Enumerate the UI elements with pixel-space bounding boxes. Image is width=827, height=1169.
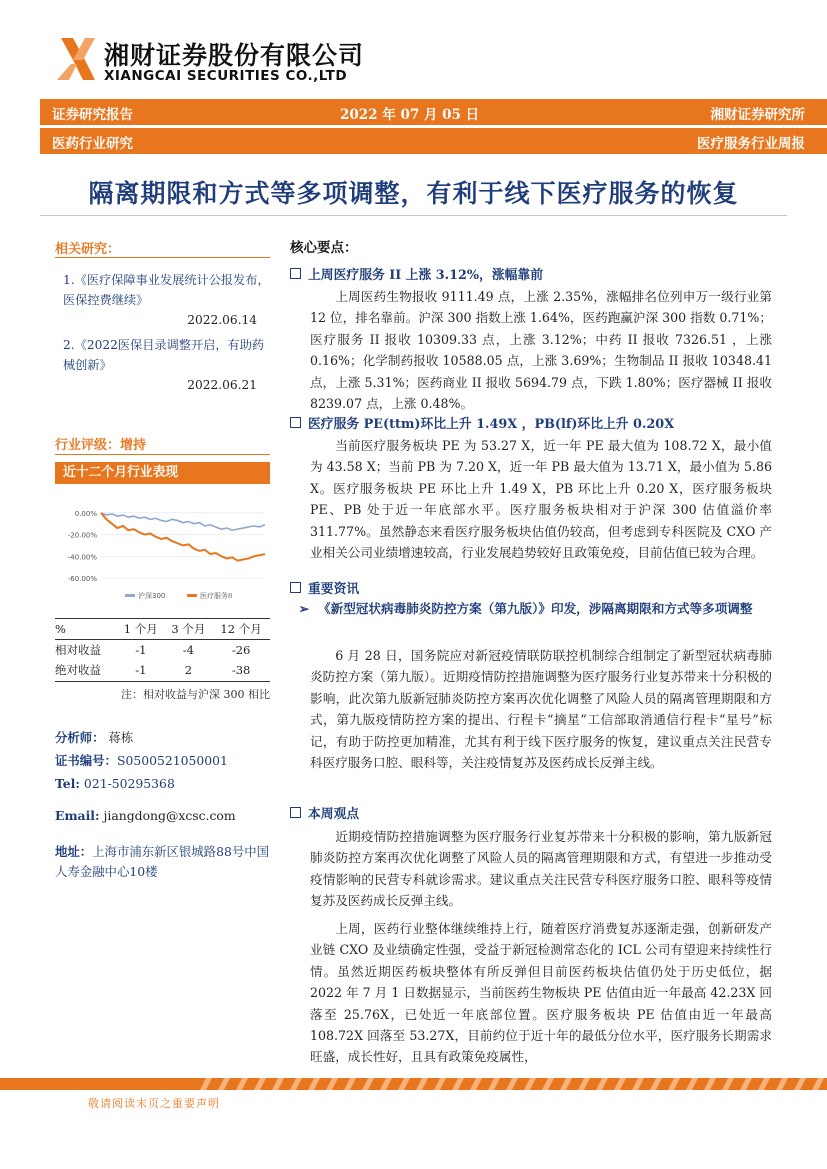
checkbox-bullet-icon [290, 807, 301, 818]
perf-table-note: 注：相对收益与沪深 300 相比 [121, 688, 270, 701]
analyst-label: 分析师： [55, 730, 105, 745]
report-date: 2022 年 07 月 05 日 [340, 107, 480, 123]
section-news [290, 578, 359, 597]
checkbox-bullet-icon [290, 417, 301, 428]
row-label-absolute: 绝对收益 [55, 663, 101, 677]
chart-y-tick-label: 0.00% [74, 509, 97, 518]
chart-legend-label: 医疗服务II [200, 592, 233, 600]
chart-y-tick-label: -20.00% [67, 531, 97, 540]
section-weekly-view [290, 803, 359, 822]
related-item-1-date: 2022.06.14 [187, 313, 257, 327]
chart-y-tick-label: -60.00% [67, 575, 97, 583]
related-divider [55, 257, 270, 258]
absolute-12m: -38 [231, 663, 251, 677]
email-address[interactable]: jiangdong@xcsc.com [103, 808, 236, 823]
report-title: 隔离期限和方式等多项调整，有利于线下医疗服务的恢复 [88, 179, 739, 208]
rating-divider [55, 454, 270, 455]
report-series: 医疗服务行业周报 [697, 136, 805, 152]
related-item-1-text: 1.《医疗保障事业发展统计公报发布，医保控费继续》 [63, 273, 270, 307]
report-type: 证券研究报告 [52, 107, 133, 123]
company-logo [55, 34, 97, 84]
cert-number: S0500521050001 [116, 753, 228, 768]
section-2-body: 当前医疗服务板块 PE 为 53.27 X，近一年 PE 最大值为 108.72 X，最小值为 43.58 X；当前 PB 为 7.20 X，近一年 PB 最大值为 13.71 X，最小值为 5.86 X。医疗服务板块 PE 环比上升 1.49 X，PB 环比上升 0.20 X，医疗服务板块 PE、PB 处于近一年底部水平。医疗服务板块相对于沪深 300 估值溢价率 311.77%。虽然静态来看医疗服务板块估值仍较高，但考虑到专科医院及 CXO 产业相关公司业绩增速较高，行业发展趋势较好且政策免疫，目前估值已较为合理。 [310, 438, 772, 561]
address-label: 地址： [55, 844, 93, 859]
relative-3m: -4 [182, 643, 194, 657]
arrow-bullet-icon: ➢ [298, 601, 310, 616]
analyst-name: 蒋栋 [108, 730, 134, 745]
chart-legend-swatch [125, 594, 135, 597]
relative-1m: -1 [135, 643, 147, 657]
chart-series-line-2 [101, 513, 265, 561]
section-weekly-performance [290, 264, 543, 283]
perf-table-bottom-rule [55, 681, 270, 682]
section-4-title: 本周观点 [308, 807, 360, 822]
address-text: 上海市浦东新区银城路88号中国人寿金融中心10楼 [55, 844, 270, 879]
related-item-2-date: 2022.06.21 [187, 378, 257, 392]
table-row [55, 660, 270, 680]
news-headline[interactable] [290, 598, 774, 619]
performance-table [55, 619, 270, 680]
section-2-title: 医疗服务 PE(ttm)环比上升 1.49X ，PB(lf)环比上升 0.20X [308, 417, 675, 432]
section-4-body-2: 上周，医药行业整体继续维持上行，随着医疗消费复苏逐渐走强，创新研发产业链 CXO 及业绩确定性强，受益于新冠检测常态化的 ICL 公司有望迎来持续性行情。虽然近期医药板块整体有所反弹但目前医药板块估值仍处于历史低位，据 2022 年 7 月 1 日数据显示，当前医药生物板块 PE 估值由近一年最高 42.23X 回落至 25.76X，已处近一年底部位置。医疗服务板块 PE 估值由近一年最高 108.72X 回落至 53.27X，目前约位于近十年的最低分位水平，医疗服务长期需求旺盛，成长性好，且具有政策免疫属性， [310, 921, 772, 1065]
institute-name: 湘财证券研究所 [710, 107, 805, 123]
analyst-block [55, 728, 275, 882]
perf-header-unit: % [55, 622, 66, 636]
table-row [55, 640, 270, 661]
header-bar-top [40, 99, 827, 125]
perf-heading: 近十二个月行业表现 [63, 465, 179, 480]
core-heading: 核心要点： [290, 240, 358, 256]
perf-table-header [55, 619, 270, 640]
perf-header-1m: 1 个月 [123, 622, 158, 636]
performance-chart [55, 490, 270, 610]
company-name-cn: 湘财证券股份有限公司 [104, 41, 365, 70]
perf-header-12m: 12 个月 [220, 622, 262, 636]
news-headline-text: 《新型冠状病毒肺炎防控方案（第九版）》印发，涉隔离期限和方式等多项调整 [318, 601, 753, 616]
logo-mark-icon [55, 34, 97, 84]
cert-label: 证书编号： [55, 753, 117, 768]
related-item-1[interactable] [63, 270, 273, 330]
tel-label: Tel: [55, 776, 80, 791]
related-heading: 相关研究： [55, 242, 121, 257]
footer-stripe [0, 1078, 827, 1090]
section-1-title: 上周医疗服务 II 上涨 3.12%，涨幅靠前 [308, 268, 544, 283]
section-3-body: 6 月 28 日，国务院应对新冠疫情联防联控机制综合组制定了新型冠状病毒肺炎防控方案（第九版）。近期疫情防控措施调整为医疗服务行业复苏带来十分积极的影响，此次第九版新冠肺炎防控方案再次优化调整了风险人员的隔离管理期限和方式，第九版疫情防控方案的提出、行程卡“摘星”工信部取消通信行程卡“星号”标记，有助于防控更加精准，尤其有利于线下医疗服务的恢复，建议重点关注民营专科医疗服务口腔、眼科等，关注疫情复苏及医药成长反弹主线。 [310, 648, 772, 771]
section-4-body-1: 近期疫情防控措施调整为医疗服务行业复苏带来十分积极的影响，第九版新冠肺炎防控方案再次优化调整了风险人员的隔离管理期限和方式，有望进一步推动受疫情影响的民营专科就诊需求。建议重点关注民营专科医疗服务口腔、眼科等疫情复苏及医药成长反弹主线。 [310, 829, 772, 909]
chart-legend-label: 沪深300 [138, 592, 166, 600]
absolute-3m: 2 [184, 663, 193, 677]
industry-rating: 行业评级：增持 [55, 438, 147, 453]
section-1-body: 上周医药生物报收 9111.49 点，上涨 2.35%，涨幅排名位列申万一级行业第 12 位，排名靠前。沪深 300 指数上涨 1.64%，医药跑赢沪深 300 指数 0.71%；医疗服务 II 报收 10309.33 点，上涨 3.12%；中药 II 报收 7326.51 ，上涨 0.16%；化学制药报收 10588.05 点，上涨 3.69%；生物制品 II 报收 10348.41 点，上涨 5.31%；医药商业 II 报收 5694.79 点，下跌 1.80%；医疗器械 II 报收 8239.07 点，上涨 0.48%。 [310, 289, 772, 412]
industry-research: 医药行业研究 [52, 136, 133, 152]
perf-heading-bar [55, 462, 270, 484]
company-name-en: XIANGCAI SECURITIES CO.,LTD [104, 68, 348, 84]
email-label: Email: [55, 808, 100, 823]
perf-header-3m: 3 个月 [171, 622, 206, 636]
checkbox-bullet-icon [290, 268, 301, 279]
section-3-title: 重要资讯 [308, 582, 360, 597]
row-label-relative: 相对收益 [55, 643, 101, 657]
chart-legend-swatch [187, 594, 197, 597]
tel-number: 021-50295368 [83, 776, 175, 791]
related-item-2-text: 2.《2022医保目录调整开启，有助药械创新》 [63, 338, 265, 372]
footer-note: 敬请阅读末页之重要声明 [88, 1097, 220, 1110]
absolute-1m: -1 [135, 663, 147, 677]
related-item-2[interactable] [63, 335, 273, 395]
chart-y-tick-label: -40.00% [67, 553, 97, 562]
relative-12m: -26 [231, 643, 251, 657]
title-divider [40, 215, 787, 216]
section-valuation [290, 413, 674, 432]
checkbox-bullet-icon [290, 582, 301, 593]
header-bar-bottom [40, 128, 827, 154]
